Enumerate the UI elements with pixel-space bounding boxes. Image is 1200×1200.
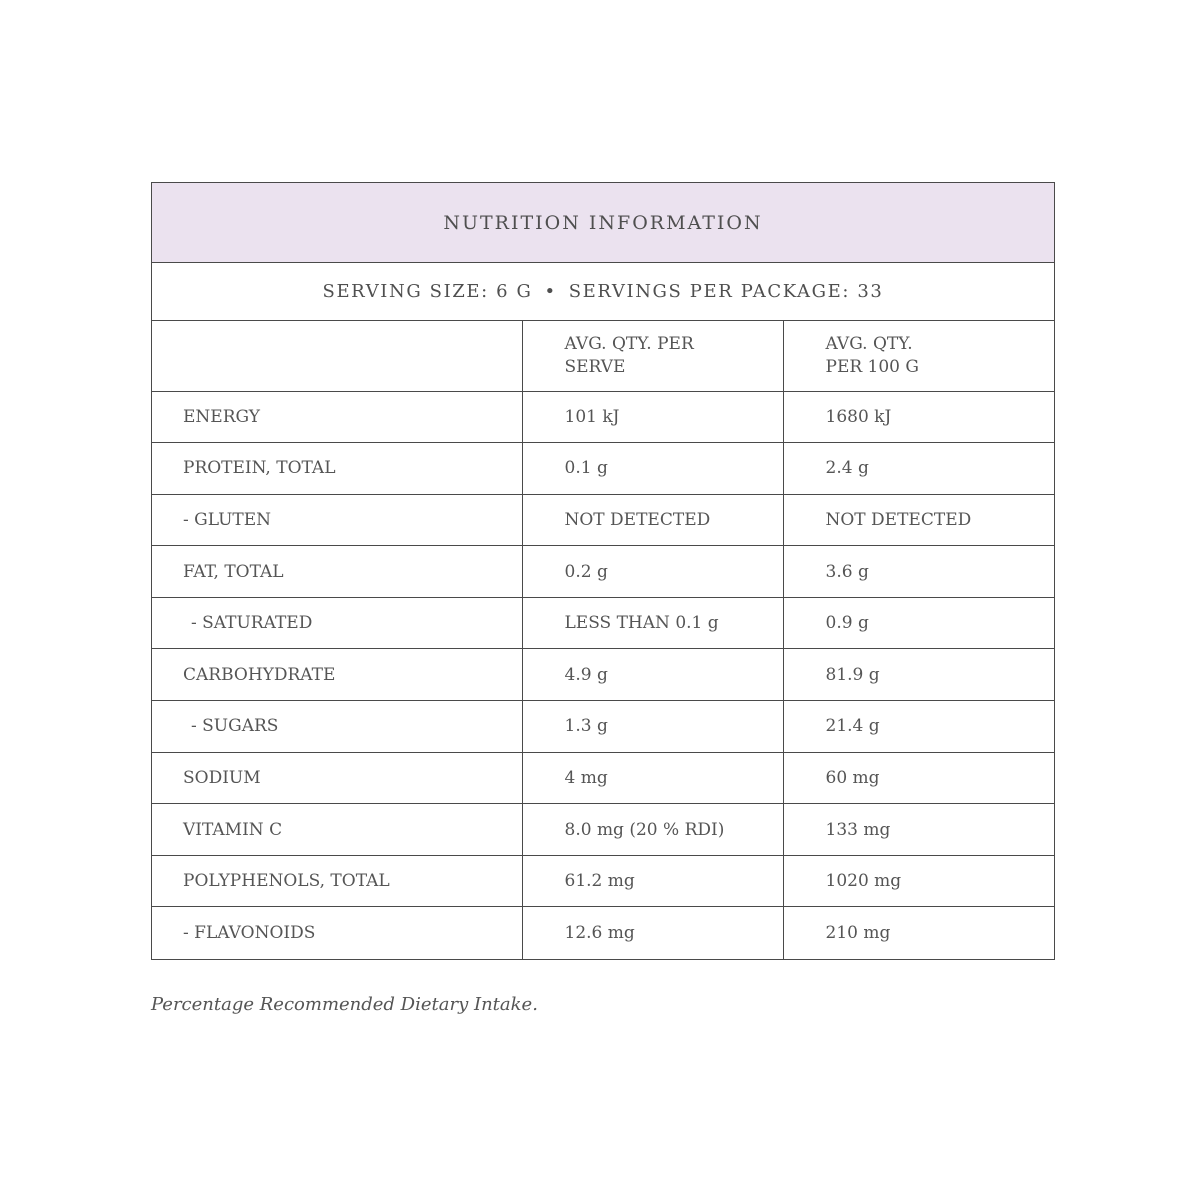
per-serve-value: 4 mg <box>522 752 783 804</box>
per-serve-value: 4.9 g <box>522 649 783 701</box>
per-100g-value: 81.9 g <box>783 649 1054 701</box>
separator-dot: • <box>544 281 557 302</box>
table-row <box>152 701 1054 753</box>
per-100g-value: 3.6 g <box>783 546 1054 598</box>
per-100g-value: 0.9 g <box>783 597 1054 649</box>
nutrient-name: CARBOHYDRATE <box>152 649 522 701</box>
header-nutrient <box>152 321 522 391</box>
table-row <box>152 443 1054 495</box>
per-serve-value: 61.2 mg <box>522 855 783 907</box>
per-100g-value: 210 mg <box>825 922 891 943</box>
nutrient-name: POLYPHENOLS, TOTAL <box>152 855 522 907</box>
header-per-serve-line-1: AVG. QTY. PER <box>564 333 694 354</box>
per-100g-value: NOT DETECTED <box>783 494 1054 546</box>
per-100g-value: 1020 mg <box>783 855 1054 907</box>
table-row <box>152 752 1054 804</box>
table-header-row <box>152 321 1054 391</box>
per-100g-value: 60 mg <box>783 752 1054 804</box>
per-serve-value: 1.3 g <box>522 701 783 753</box>
table-row <box>152 804 1054 856</box>
per-serve-value: 101 kJ <box>522 391 783 443</box>
per-serve-value: 12.6 mg <box>522 907 783 959</box>
per-100g-value: 1680 kJ <box>783 391 1054 443</box>
table-row <box>152 855 1054 907</box>
header-per-serve-line-2: SERVE <box>564 356 626 377</box>
nutrient-name-text: - SATURATED <box>191 613 313 634</box>
nutrient-name: ENERGY <box>152 391 522 443</box>
per-serve-value: 0.1 g <box>522 443 783 495</box>
table-row <box>152 649 1054 701</box>
servings-per-package: SERVINGS PER PACKAGE: 33 <box>568 281 884 302</box>
per-serve-value: 8.0 mg (20 % RDI) <box>522 804 783 856</box>
table-row <box>152 494 1054 546</box>
per-100g-value: 2.4 g <box>783 443 1054 495</box>
serving-size: SERVING SIZE: 6 G <box>322 281 533 302</box>
header-per-100g-line-2: PER 100 G <box>825 356 919 377</box>
per-100g-value: 21.4 g <box>783 701 1054 753</box>
panel-title: NUTRITION INFORMATION <box>152 183 1054 263</box>
table-row <box>152 546 1054 598</box>
per-100g-value: 133 mg <box>783 804 1054 856</box>
nutrition-table <box>152 321 1054 959</box>
nutrient-name: PROTEIN, TOTAL <box>152 443 522 495</box>
nutrient-name: - GLUTEN <box>152 494 522 546</box>
footnote: Percentage Recommended Dietary Intake. <box>151 994 538 1015</box>
header-per-100g-line-1: AVG. QTY. <box>825 333 913 354</box>
nutrient-name: - FLAVONOIDS <box>152 907 522 959</box>
nutrient-name <box>152 701 522 753</box>
table-row <box>152 391 1054 443</box>
nutrient-name-text: - SUGARS <box>191 716 279 737</box>
per-serve-value: 0.2 g <box>522 546 783 598</box>
header-per-serve <box>522 321 783 391</box>
nutrient-name: SODIUM <box>152 752 522 804</box>
nutrient-name <box>152 597 522 649</box>
table-row <box>152 907 1054 959</box>
header-per-100g <box>783 321 1054 391</box>
nutrient-name: FAT, TOTAL <box>152 546 522 598</box>
nutrition-panel <box>151 182 1055 960</box>
per-serve-value: LESS THAN 0.1 g <box>522 597 783 649</box>
table-row <box>152 597 1054 649</box>
per-serve-value: NOT DETECTED <box>522 494 783 546</box>
nutrient-name: VITAMIN C <box>152 804 522 856</box>
serving-info <box>152 263 1054 321</box>
